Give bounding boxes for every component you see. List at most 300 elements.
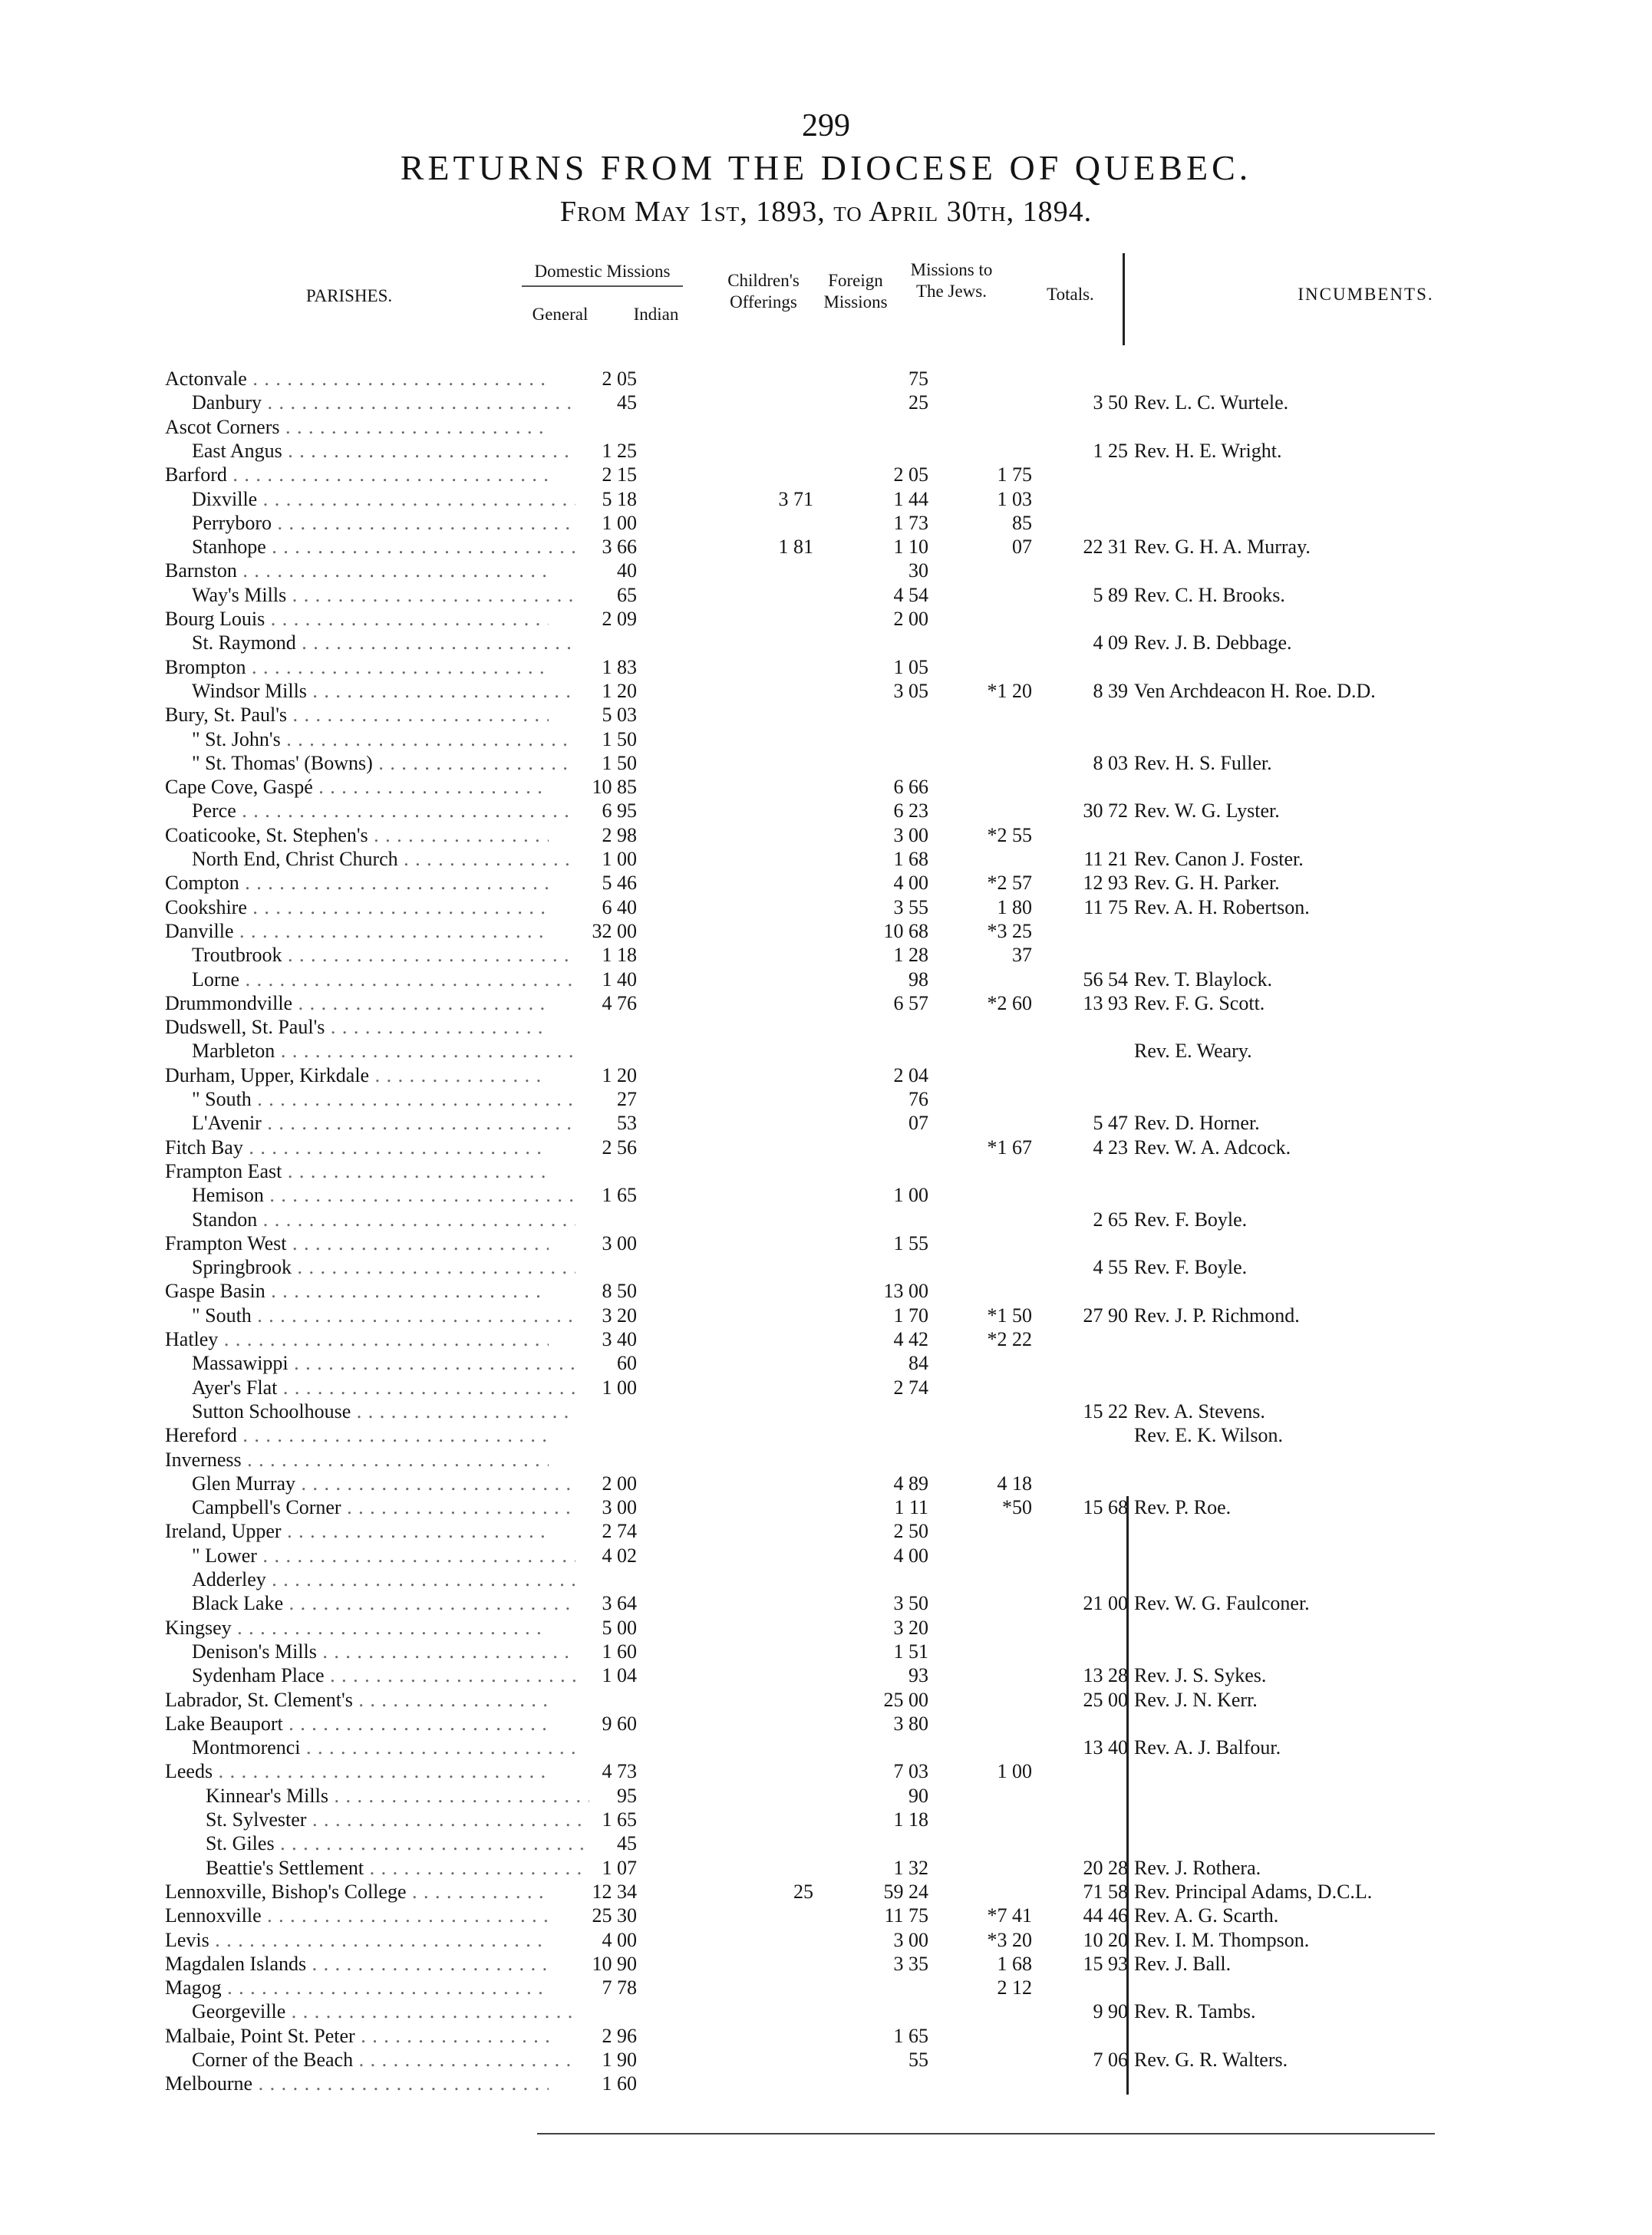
- table-row: [0, 1183, 1652, 1207]
- children-cell: 25: [793, 1880, 813, 1903]
- table-row: [0, 2048, 1652, 2072]
- parish-cell: Ireland, Upper . . .: [165, 1519, 549, 1543]
- foreign-cell: 6 57: [893, 991, 928, 1014]
- parish-cell: Danville . . .: [165, 919, 549, 943]
- jews-cell: 07: [1012, 536, 1032, 559]
- total-cell: 71 58: [1083, 1880, 1128, 1903]
- foreign-cell: 3 55: [893, 895, 928, 918]
- parish-cell: Troutbrook . . .: [192, 943, 575, 967]
- total-cell: 5 47: [1093, 1112, 1128, 1135]
- foreign-cell: 25: [908, 391, 928, 414]
- total-cell: 20 28: [1083, 1856, 1128, 1879]
- parish-cell: Levis . . .: [165, 1928, 549, 1952]
- general-cell: 1 00: [602, 511, 637, 534]
- parish-cell: Kingsey . . .: [165, 1616, 549, 1640]
- total-cell: 15 93: [1083, 1952, 1128, 1975]
- parish-cell: Magog . . .: [165, 1976, 549, 1999]
- foreign-cell: 59 24: [883, 1880, 928, 1903]
- foreign-cell: 1 51: [893, 1640, 928, 1663]
- table-row: [0, 1159, 1652, 1183]
- table-row: [0, 1808, 1652, 1831]
- table-row: [0, 607, 1652, 631]
- incumbent-cell: Rev. J. Rothera.: [1134, 1856, 1261, 1879]
- total-cell: 30 72: [1083, 799, 1128, 822]
- foreign-cell: 2 00: [893, 608, 928, 630]
- general-cell: 3 20: [602, 1304, 637, 1327]
- general-cell: 2 05: [602, 368, 637, 390]
- general-cell: 1 20: [602, 679, 637, 702]
- parish-cell: Marbleton . . .: [192, 1039, 575, 1063]
- parish-cell: Beattie's Settlement . . .: [206, 1856, 589, 1880]
- foreign-cell: 2 74: [893, 1376, 928, 1399]
- general-cell: 65: [617, 583, 637, 606]
- general-cell: 2 56: [602, 1136, 637, 1159]
- general-cell: 3 00: [602, 1496, 637, 1519]
- incumbent-cell: Rev. J. N. Kerr.: [1134, 1688, 1258, 1711]
- total-cell: 3 50: [1093, 391, 1128, 414]
- general-cell: 1 40: [602, 968, 637, 991]
- parish-cell: Adderley . . .: [192, 1567, 575, 1591]
- jews-cell: 1 75: [997, 463, 1032, 486]
- table-row: [0, 1376, 1652, 1399]
- foreign-cell: 1 70: [893, 1304, 928, 1327]
- table-row: [0, 1567, 1652, 1591]
- parish-cell: Windsor Mills . . .: [192, 679, 575, 703]
- header-indian: Indian: [633, 305, 679, 324]
- table-row: [0, 1999, 1652, 2023]
- parish-cell: Inverness . . .: [165, 1448, 549, 1472]
- foreign-cell: 4 00: [893, 872, 928, 895]
- incumbent-cell: Rev. F. G. Scott.: [1134, 991, 1265, 1014]
- foreign-cell: 3 35: [893, 1952, 928, 1975]
- general-cell: 8 50: [602, 1280, 637, 1303]
- general-cell: 2 09: [602, 608, 637, 630]
- table-row: [0, 991, 1652, 1015]
- incumbent-cell: Rev. J. P. Richmond.: [1134, 1304, 1300, 1327]
- jews-cell: *2 22: [987, 1328, 1032, 1350]
- table-row: [0, 511, 1652, 535]
- table-row: [0, 1831, 1652, 1855]
- total-cell: 2 65: [1093, 1208, 1128, 1231]
- parish-cell: Frampton East . . .: [165, 1159, 549, 1183]
- table-row: [0, 727, 1652, 751]
- jews-cell: *7 41: [987, 1904, 1032, 1927]
- parish-cell: Barford . . .: [165, 463, 549, 486]
- parish-cell: " Lower . . .: [192, 1544, 575, 1567]
- total-cell: 12 93: [1083, 872, 1128, 895]
- total-cell: 5 89: [1093, 583, 1128, 606]
- general-cell: 10 90: [592, 1952, 637, 1975]
- general-cell: 1 50: [602, 727, 637, 750]
- general-cell: 27: [617, 1088, 637, 1110]
- general-cell: 4 76: [602, 991, 637, 1014]
- general-cell: 2 98: [602, 823, 637, 846]
- header-divider: [1123, 253, 1125, 345]
- table-row: [0, 703, 1652, 727]
- total-cell: 11 21: [1083, 848, 1128, 870]
- foreign-cell: 3 80: [893, 1712, 928, 1735]
- page-title: RETURNS FROM THE DIOCESE OF QUEBEC.: [400, 148, 1252, 187]
- table-row: [0, 391, 1652, 414]
- foreign-cell: 30: [908, 559, 928, 582]
- general-cell: 95: [617, 1784, 637, 1807]
- page-subtitle: From May 1st, 1893, to April 30th, 1894.: [559, 196, 1093, 228]
- total-cell: 27 90: [1083, 1304, 1128, 1327]
- parish-cell: East Angus . . .: [192, 439, 575, 463]
- general-cell: 1 65: [602, 1184, 637, 1207]
- parish-cell: " St. John's . . .: [192, 727, 575, 751]
- parish-cell: Barnston . . .: [165, 559, 549, 582]
- jews-cell: *2 57: [987, 872, 1032, 895]
- parish-cell: Lorne . . .: [192, 968, 575, 991]
- foreign-cell: 10 68: [883, 919, 928, 942]
- parish-cell: Leeds . . .: [165, 1759, 549, 1783]
- foreign-cell: 1 73: [893, 511, 928, 534]
- total-cell: 9 90: [1093, 2000, 1128, 2023]
- parish-cell: Cookshire . . .: [165, 895, 549, 919]
- parish-cell: Stanhope . . .: [192, 535, 575, 559]
- incumbent-cell: Rev. Principal Adams, D.C.L.: [1134, 1880, 1373, 1903]
- foreign-cell: 3 00: [893, 823, 928, 846]
- table-row: [0, 655, 1652, 679]
- parish-cell: " South . . .: [192, 1304, 575, 1327]
- foreign-cell: 3 00: [893, 1928, 928, 1951]
- incumbent-cell: Rev. G. H. A. Murray.: [1134, 536, 1311, 559]
- table-row: [0, 1495, 1652, 1519]
- table-row: [0, 1663, 1652, 1687]
- table-row: [0, 968, 1652, 991]
- incumbent-cell: Rev. J. S. Sykes.: [1134, 1664, 1267, 1687]
- parish-cell: " St. Thomas' (Bowns) . . .: [192, 751, 575, 775]
- parish-cell: Malbaie, Point St. Peter . . .: [165, 2024, 549, 2048]
- table-row: [0, 1712, 1652, 1736]
- incumbent-cell: Ven Archdeacon H. Roe. D.D.: [1134, 679, 1376, 702]
- table-row: [0, 895, 1652, 919]
- foreign-cell: 1 11: [894, 1496, 928, 1519]
- table-row: [0, 583, 1652, 607]
- table-row: [0, 439, 1652, 463]
- general-cell: 5 03: [602, 704, 637, 727]
- total-cell: 8 03: [1093, 751, 1128, 774]
- foreign-cell: 3 20: [893, 1616, 928, 1639]
- foreign-cell: 76: [908, 1088, 928, 1110]
- incumbent-cell: Rev. W. A. Adcock.: [1134, 1136, 1291, 1159]
- parish-cell: Campbell's Corner . . .: [192, 1495, 575, 1519]
- header-incumbents: INCUMBENTS.: [1298, 285, 1434, 304]
- parish-cell: Brompton . . .: [165, 655, 549, 679]
- table-row: [0, 1976, 1652, 1999]
- foreign-cell: 1 28: [893, 944, 928, 967]
- parish-cell: St. Sylvester . . .: [206, 1808, 589, 1831]
- parish-cell: Springbrook . . .: [192, 1255, 575, 1279]
- jews-cell: 1 03: [997, 487, 1032, 510]
- general-cell: 1 90: [602, 2049, 637, 2071]
- header-foreign-missions: Foreign Missions: [823, 271, 888, 312]
- parish-cell: Cape Cove, Gaspé . . .: [165, 775, 549, 799]
- total-cell: 13 40: [1083, 1736, 1128, 1759]
- total-cell: 22 31: [1083, 536, 1128, 559]
- foreign-cell: 1 55: [893, 1231, 928, 1254]
- jews-cell: *2 55: [987, 823, 1032, 846]
- foreign-cell: 1 05: [893, 655, 928, 678]
- parish-cell: Bury, St. Paul's . . .: [165, 703, 549, 727]
- foreign-cell: 1 18: [893, 1808, 928, 1831]
- incumbent-cell: Rev. Canon J. Foster.: [1134, 848, 1304, 870]
- parish-cell: Massawippi . . .: [192, 1351, 575, 1375]
- incumbent-cell: Rev. F. Boyle.: [1134, 1256, 1248, 1279]
- table-row: [0, 919, 1652, 943]
- table-row: [0, 2072, 1652, 2095]
- total-cell: 10 20: [1083, 1928, 1128, 1951]
- foreign-cell: 25 00: [883, 1688, 928, 1711]
- table-row: [0, 1448, 1652, 1472]
- table-row: [0, 1136, 1652, 1159]
- table-bottom-rule: [537, 2133, 1435, 2134]
- general-cell: 1 65: [602, 1808, 637, 1831]
- table-row: [0, 1255, 1652, 1279]
- foreign-cell: 13 00: [883, 1280, 928, 1303]
- general-cell: 32 00: [592, 919, 637, 942]
- header-totals: Totals.: [1047, 285, 1094, 304]
- table-row: [0, 823, 1652, 847]
- total-cell: 4 09: [1093, 631, 1128, 654]
- table-row: [0, 1640, 1652, 1663]
- incumbent-cell: Rev. W. G. Faulconer.: [1134, 1592, 1310, 1615]
- parish-cell: Lennoxville, Bishop's College . . .: [165, 1880, 549, 1904]
- general-cell: 1 18: [602, 944, 637, 967]
- jews-cell: *3 25: [987, 919, 1032, 942]
- general-cell: 9 60: [602, 1712, 637, 1735]
- general-cell: 40: [617, 559, 637, 582]
- foreign-cell: 1 68: [893, 848, 928, 870]
- foreign-cell: 4 42: [893, 1328, 928, 1350]
- table-row: [0, 463, 1652, 486]
- parish-cell: Georgeville . . .: [192, 1999, 575, 2023]
- total-cell: 13 93: [1083, 991, 1128, 1014]
- parish-cell: Black Lake . . .: [192, 1591, 575, 1615]
- header-childrens-offerings: Children's Offerings: [727, 271, 800, 312]
- general-cell: 1 07: [602, 1856, 637, 1879]
- incumbent-cell: Rev. A. G. Scarth.: [1134, 1904, 1279, 1927]
- parish-cell: Ascot Corners . . .: [165, 415, 549, 439]
- parish-cell: L'Avenir . . .: [192, 1111, 575, 1135]
- table-row: [0, 1616, 1652, 1640]
- table-row: [0, 1327, 1652, 1351]
- total-cell: 44 46: [1083, 1904, 1128, 1927]
- foreign-cell: 4 00: [893, 1544, 928, 1567]
- parish-cell: Kinnear's Mills . . .: [206, 1784, 589, 1808]
- general-cell: 2 96: [602, 2024, 637, 2047]
- incumbent-cell: Rev. G. R. Walters.: [1134, 2049, 1288, 2071]
- jews-cell: *3 20: [987, 1928, 1032, 1951]
- parish-cell: Hatley . . .: [165, 1327, 549, 1351]
- parish-cell: St. Giles . . .: [206, 1831, 589, 1855]
- parish-cell: Danbury . . .: [192, 391, 575, 414]
- parish-cell: Corner of the Beach . . .: [192, 2048, 575, 2072]
- parish-cell: Bourg Louis . . .: [165, 607, 549, 631]
- foreign-cell: 1 32: [893, 1856, 928, 1879]
- jews-cell: 1 80: [997, 895, 1032, 918]
- total-cell: 21 00: [1083, 1592, 1128, 1615]
- incumbent-cell: Rev. A. H. Robertson.: [1134, 895, 1310, 918]
- general-cell: 7 78: [602, 1976, 637, 1999]
- parish-cell: Glen Murray . . .: [192, 1472, 575, 1495]
- incumbent-cell: Rev. F. Boyle.: [1134, 1208, 1248, 1231]
- general-cell: 4 73: [602, 1760, 637, 1783]
- parish-cell: Perce . . .: [192, 799, 575, 822]
- total-cell: 25 00: [1083, 1688, 1128, 1711]
- jews-cell: 1 00: [997, 1760, 1032, 1783]
- foreign-cell: 07: [908, 1112, 928, 1135]
- incumbent-cell: Rev. A. J. Balfour.: [1134, 1736, 1281, 1759]
- general-cell: 25 30: [592, 1904, 637, 1927]
- general-cell: 3 00: [602, 1231, 637, 1254]
- parish-cell: Lennoxville . . .: [165, 1904, 549, 1927]
- table-row: [0, 1880, 1652, 1904]
- general-cell: 3 66: [602, 536, 637, 559]
- incumbent-cell: Rev. A. Stevens.: [1134, 1399, 1265, 1422]
- general-cell: 4 02: [602, 1544, 637, 1567]
- parish-cell: Hemison . . .: [192, 1183, 575, 1207]
- incumbent-cell: Rev. E. Weary.: [1134, 1040, 1252, 1063]
- general-cell: 1 60: [602, 2072, 637, 2095]
- incumbent-cell: Rev. J. B. Debbage.: [1134, 631, 1292, 654]
- parish-cell: Labrador, St. Clement's . . .: [165, 1688, 549, 1712]
- general-cell: 60: [617, 1352, 637, 1375]
- parish-cell: Melbourne . . .: [165, 2072, 549, 2095]
- total-cell: 4 55: [1093, 1256, 1128, 1279]
- total-cell: 56 54: [1083, 968, 1128, 991]
- incumbent-cell: Rev. C. H. Brooks.: [1134, 583, 1285, 606]
- table-row: [0, 2024, 1652, 2048]
- jews-cell: *1 67: [987, 1136, 1032, 1159]
- table-row: [0, 1231, 1652, 1255]
- jews-cell: *1 20: [987, 679, 1032, 702]
- table-row: [0, 1784, 1652, 1808]
- general-cell: 2 74: [602, 1520, 637, 1543]
- table-row: [0, 535, 1652, 559]
- incumbent-cell: Rev. D. Horner.: [1134, 1112, 1260, 1135]
- parish-cell: Sutton Schoolhouse . . .: [192, 1399, 575, 1423]
- table-row: [0, 367, 1652, 391]
- table-row: [0, 1759, 1652, 1783]
- foreign-cell: 98: [908, 968, 928, 991]
- header-missions-to-jews: Missions to The Jews.: [910, 260, 993, 301]
- table-row: [0, 415, 1652, 439]
- parish-cell: " South . . .: [192, 1087, 575, 1111]
- header-parishes: PARISHES.: [305, 286, 393, 305]
- incumbent-cell: Rev. H. E. Wright.: [1134, 439, 1282, 462]
- incumbent-cell: Rev. J. Ball.: [1134, 1952, 1232, 1975]
- foreign-cell: 84: [908, 1352, 928, 1375]
- foreign-cell: 6 66: [893, 776, 928, 799]
- parish-cell: Dudswell, St. Paul's . . .: [165, 1015, 549, 1039]
- parish-cell: Drummondville . . .: [165, 991, 549, 1015]
- general-cell: 12 34: [592, 1880, 637, 1903]
- table-row: [0, 847, 1652, 871]
- parish-cell: Durham, Upper, Kirkdale . . .: [165, 1063, 549, 1087]
- foreign-cell: 1 10: [893, 536, 928, 559]
- incumbent-cell: Rev. T. Blaylock.: [1134, 968, 1273, 991]
- incumbent-cell: Rev. E. K. Wilson.: [1134, 1424, 1283, 1447]
- table-row: [0, 1399, 1652, 1423]
- table-row: [0, 1015, 1652, 1039]
- jews-cell: 4 18: [997, 1472, 1032, 1495]
- total-cell: 4 23: [1093, 1136, 1128, 1159]
- general-cell: 3 64: [602, 1592, 637, 1615]
- table-row: [0, 943, 1652, 967]
- jews-cell: 85: [1012, 511, 1032, 534]
- general-cell: 1 60: [602, 1640, 637, 1663]
- jews-cell: *1 50: [987, 1304, 1032, 1327]
- general-cell: 6 40: [602, 895, 637, 918]
- table-row: [0, 1039, 1652, 1063]
- children-cell: 3 71: [778, 487, 813, 510]
- foreign-cell: 75: [908, 368, 928, 390]
- foreign-cell: 2 50: [893, 1520, 928, 1543]
- table-row: [0, 1111, 1652, 1135]
- table-row: [0, 487, 1652, 511]
- foreign-cell: 55: [908, 2049, 928, 2071]
- total-cell: 15 22: [1083, 1399, 1128, 1422]
- table-row: [0, 1544, 1652, 1567]
- table-row: [0, 1519, 1652, 1543]
- foreign-cell: 1 44: [893, 487, 928, 510]
- jews-cell: 37: [1012, 944, 1032, 967]
- foreign-cell: 93: [908, 1664, 928, 1687]
- foreign-cell: 2 04: [893, 1063, 928, 1086]
- total-cell: 7 06: [1093, 2049, 1128, 2071]
- incumbent-cell: Rev. G. H. Parker.: [1134, 872, 1280, 895]
- foreign-cell: 4 54: [893, 583, 928, 606]
- general-cell: 1 00: [602, 848, 637, 870]
- incumbent-cell: Rev. P. Roe.: [1134, 1496, 1232, 1519]
- parish-cell: Sydenham Place . . .: [192, 1663, 575, 1687]
- incumbent-cell: Rev. L. C. Wurtele.: [1134, 391, 1289, 414]
- table-row: [0, 1952, 1652, 1976]
- table-row: [0, 631, 1652, 654]
- general-cell: 53: [617, 1112, 637, 1135]
- header-domestic-rule: [522, 285, 683, 287]
- general-cell: 45: [617, 1832, 637, 1855]
- table-row: [0, 1688, 1652, 1712]
- total-cell: 11 75: [1083, 895, 1128, 918]
- table-row: [0, 559, 1652, 582]
- table-row: [0, 1736, 1652, 1759]
- table-row: [0, 1591, 1652, 1615]
- parish-cell: Way's Mills . . .: [192, 583, 575, 607]
- parish-cell: Frampton West . . .: [165, 1231, 549, 1255]
- incumbent-cell: Rev. W. G. Lyster.: [1134, 799, 1280, 822]
- foreign-cell: 1 65: [893, 2024, 928, 2047]
- parish-cell: Perryboro . . .: [192, 511, 575, 535]
- foreign-cell: 90: [908, 1784, 928, 1807]
- general-cell: 1 20: [602, 1063, 637, 1086]
- foreign-cell: 2 05: [893, 463, 928, 486]
- general-cell: 45: [617, 391, 637, 414]
- table-row: [0, 1279, 1652, 1303]
- parish-cell: Gaspe Basin . . .: [165, 1279, 549, 1303]
- foreign-cell: 3 05: [893, 679, 928, 702]
- table-row: [0, 1423, 1652, 1447]
- parish-cell: Magdalen Islands . . .: [165, 1952, 549, 1976]
- total-cell: 8 39: [1093, 679, 1128, 702]
- parish-cell: Compton . . .: [165, 871, 549, 895]
- foreign-cell: 3 50: [893, 1592, 928, 1615]
- table-row: [0, 775, 1652, 799]
- foreign-cell: 11 75: [884, 1904, 928, 1927]
- foreign-cell: 1 00: [893, 1184, 928, 1207]
